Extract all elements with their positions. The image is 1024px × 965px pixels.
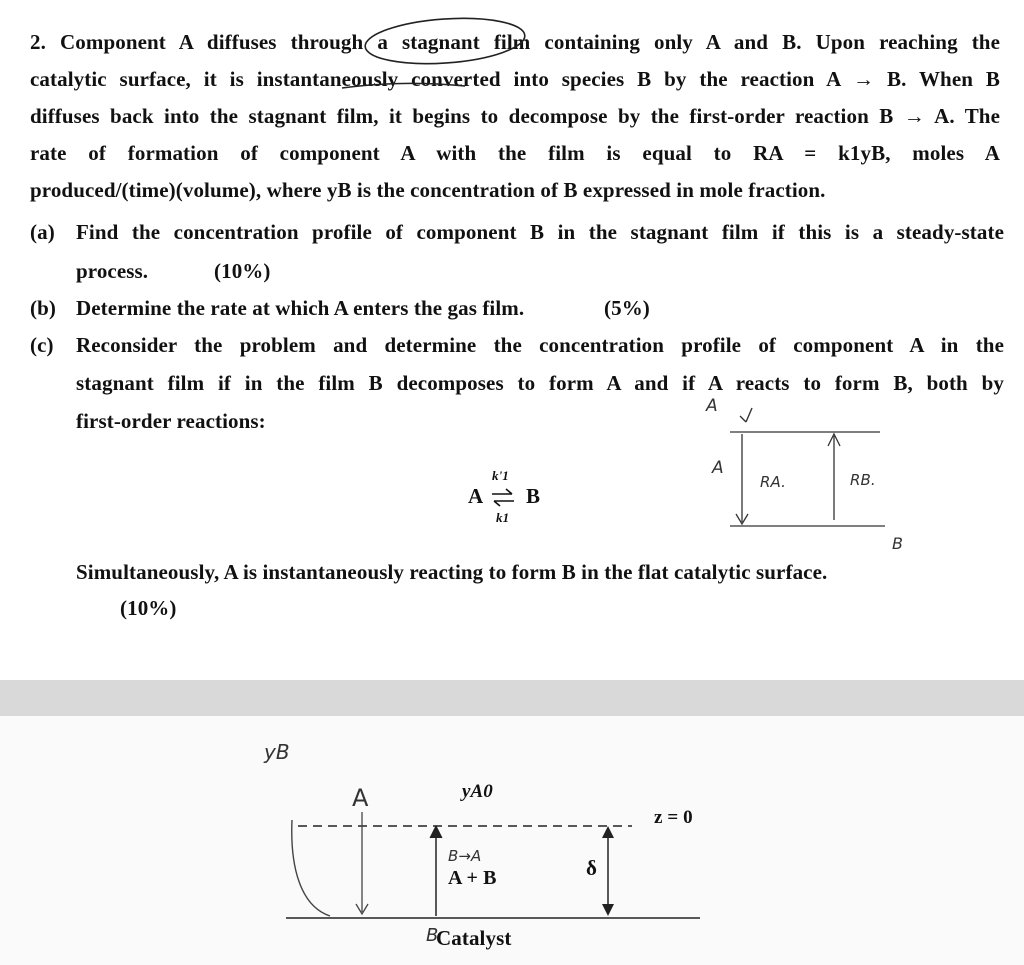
figure-a-mark: A	[352, 784, 369, 812]
stagnant-film-circle	[360, 12, 530, 68]
part-c-line-1: Reconsider the problem and determine the concentration profile of component A in the	[76, 333, 1004, 357]
problem-line-2: catalytic surface, it is instantaneously converted into species B by the reaction A → B. When B	[30, 67, 1000, 91]
sketch-ra: RA.	[760, 473, 787, 491]
rate-constant-forward: k'1	[492, 468, 509, 483]
problem-line-3: diffuses back into the stagnant film, it begins to decompose by the first-order reaction B → A. The	[30, 104, 1000, 128]
part-a-label: (a)	[30, 220, 55, 244]
problem-line-1: 2. Component A diffuses through a stagnant film containing only A and B. Upon reaching the	[30, 30, 1000, 54]
profile-curve	[292, 820, 330, 916]
problem-line-4: rate of formation of component A with the film is equal to RA = k1yB, moles A	[30, 141, 1000, 165]
part-a-percent: (10%)	[214, 259, 271, 283]
sketch-a-top: A	[706, 396, 718, 416]
problem-line-5: produced/(time)(volume), where yB is the concentration of B expressed in mole fraction.	[30, 178, 826, 202]
part-c-percent: (10%)	[120, 596, 177, 620]
sketch-a-left: A	[712, 458, 724, 478]
part-a-line-2: process.	[76, 259, 149, 283]
figure-page	[0, 716, 1024, 965]
reaction-note: B→A	[448, 847, 482, 865]
film-thickness-label: δ	[586, 856, 597, 880]
part-c-line-4: Simultaneously, A is instantaneously reacting to form B in the flat catalytic surface.	[76, 560, 828, 584]
part-b-text: Determine the rate at which A enters the gas film.	[76, 296, 525, 320]
sketch-rb: RB.	[850, 471, 876, 489]
z-zero-label: z = 0	[654, 807, 693, 828]
y-a0-label: yA0	[462, 781, 493, 802]
sketch-lines	[700, 390, 920, 560]
equilibrium-arrows-icon	[490, 488, 516, 508]
mixture-label: A + B	[448, 867, 497, 889]
part-b-label: (b)	[30, 296, 56, 320]
hand-label-yb: yB	[264, 740, 290, 764]
part-b-percent: (5%)	[604, 296, 650, 320]
handwritten-sketch	[700, 390, 920, 560]
film-diagram	[0, 716, 1024, 965]
converted-strike	[340, 76, 470, 94]
page-separator	[0, 680, 1024, 716]
reversible-reaction	[464, 466, 554, 526]
rate-constant-backward: k1	[496, 510, 510, 525]
part-c-line-3: first-order reactions:	[76, 409, 266, 433]
part-c-label: (c)	[30, 333, 54, 357]
figure-b-mark: B	[426, 925, 439, 946]
reaction-species-a: A	[468, 484, 484, 508]
catalyst-label: Catalyst	[436, 926, 512, 950]
sketch-b-bottom: B	[892, 534, 904, 553]
reaction-species-b: B	[526, 484, 541, 508]
part-c-line-2: stagnant film if in the film B decomposes to form A and if A reacts to form B, both by	[76, 371, 1004, 395]
part-a-line-1: Find the concentration profile of component B in the stagnant film if this is a steady-state	[76, 220, 1004, 244]
